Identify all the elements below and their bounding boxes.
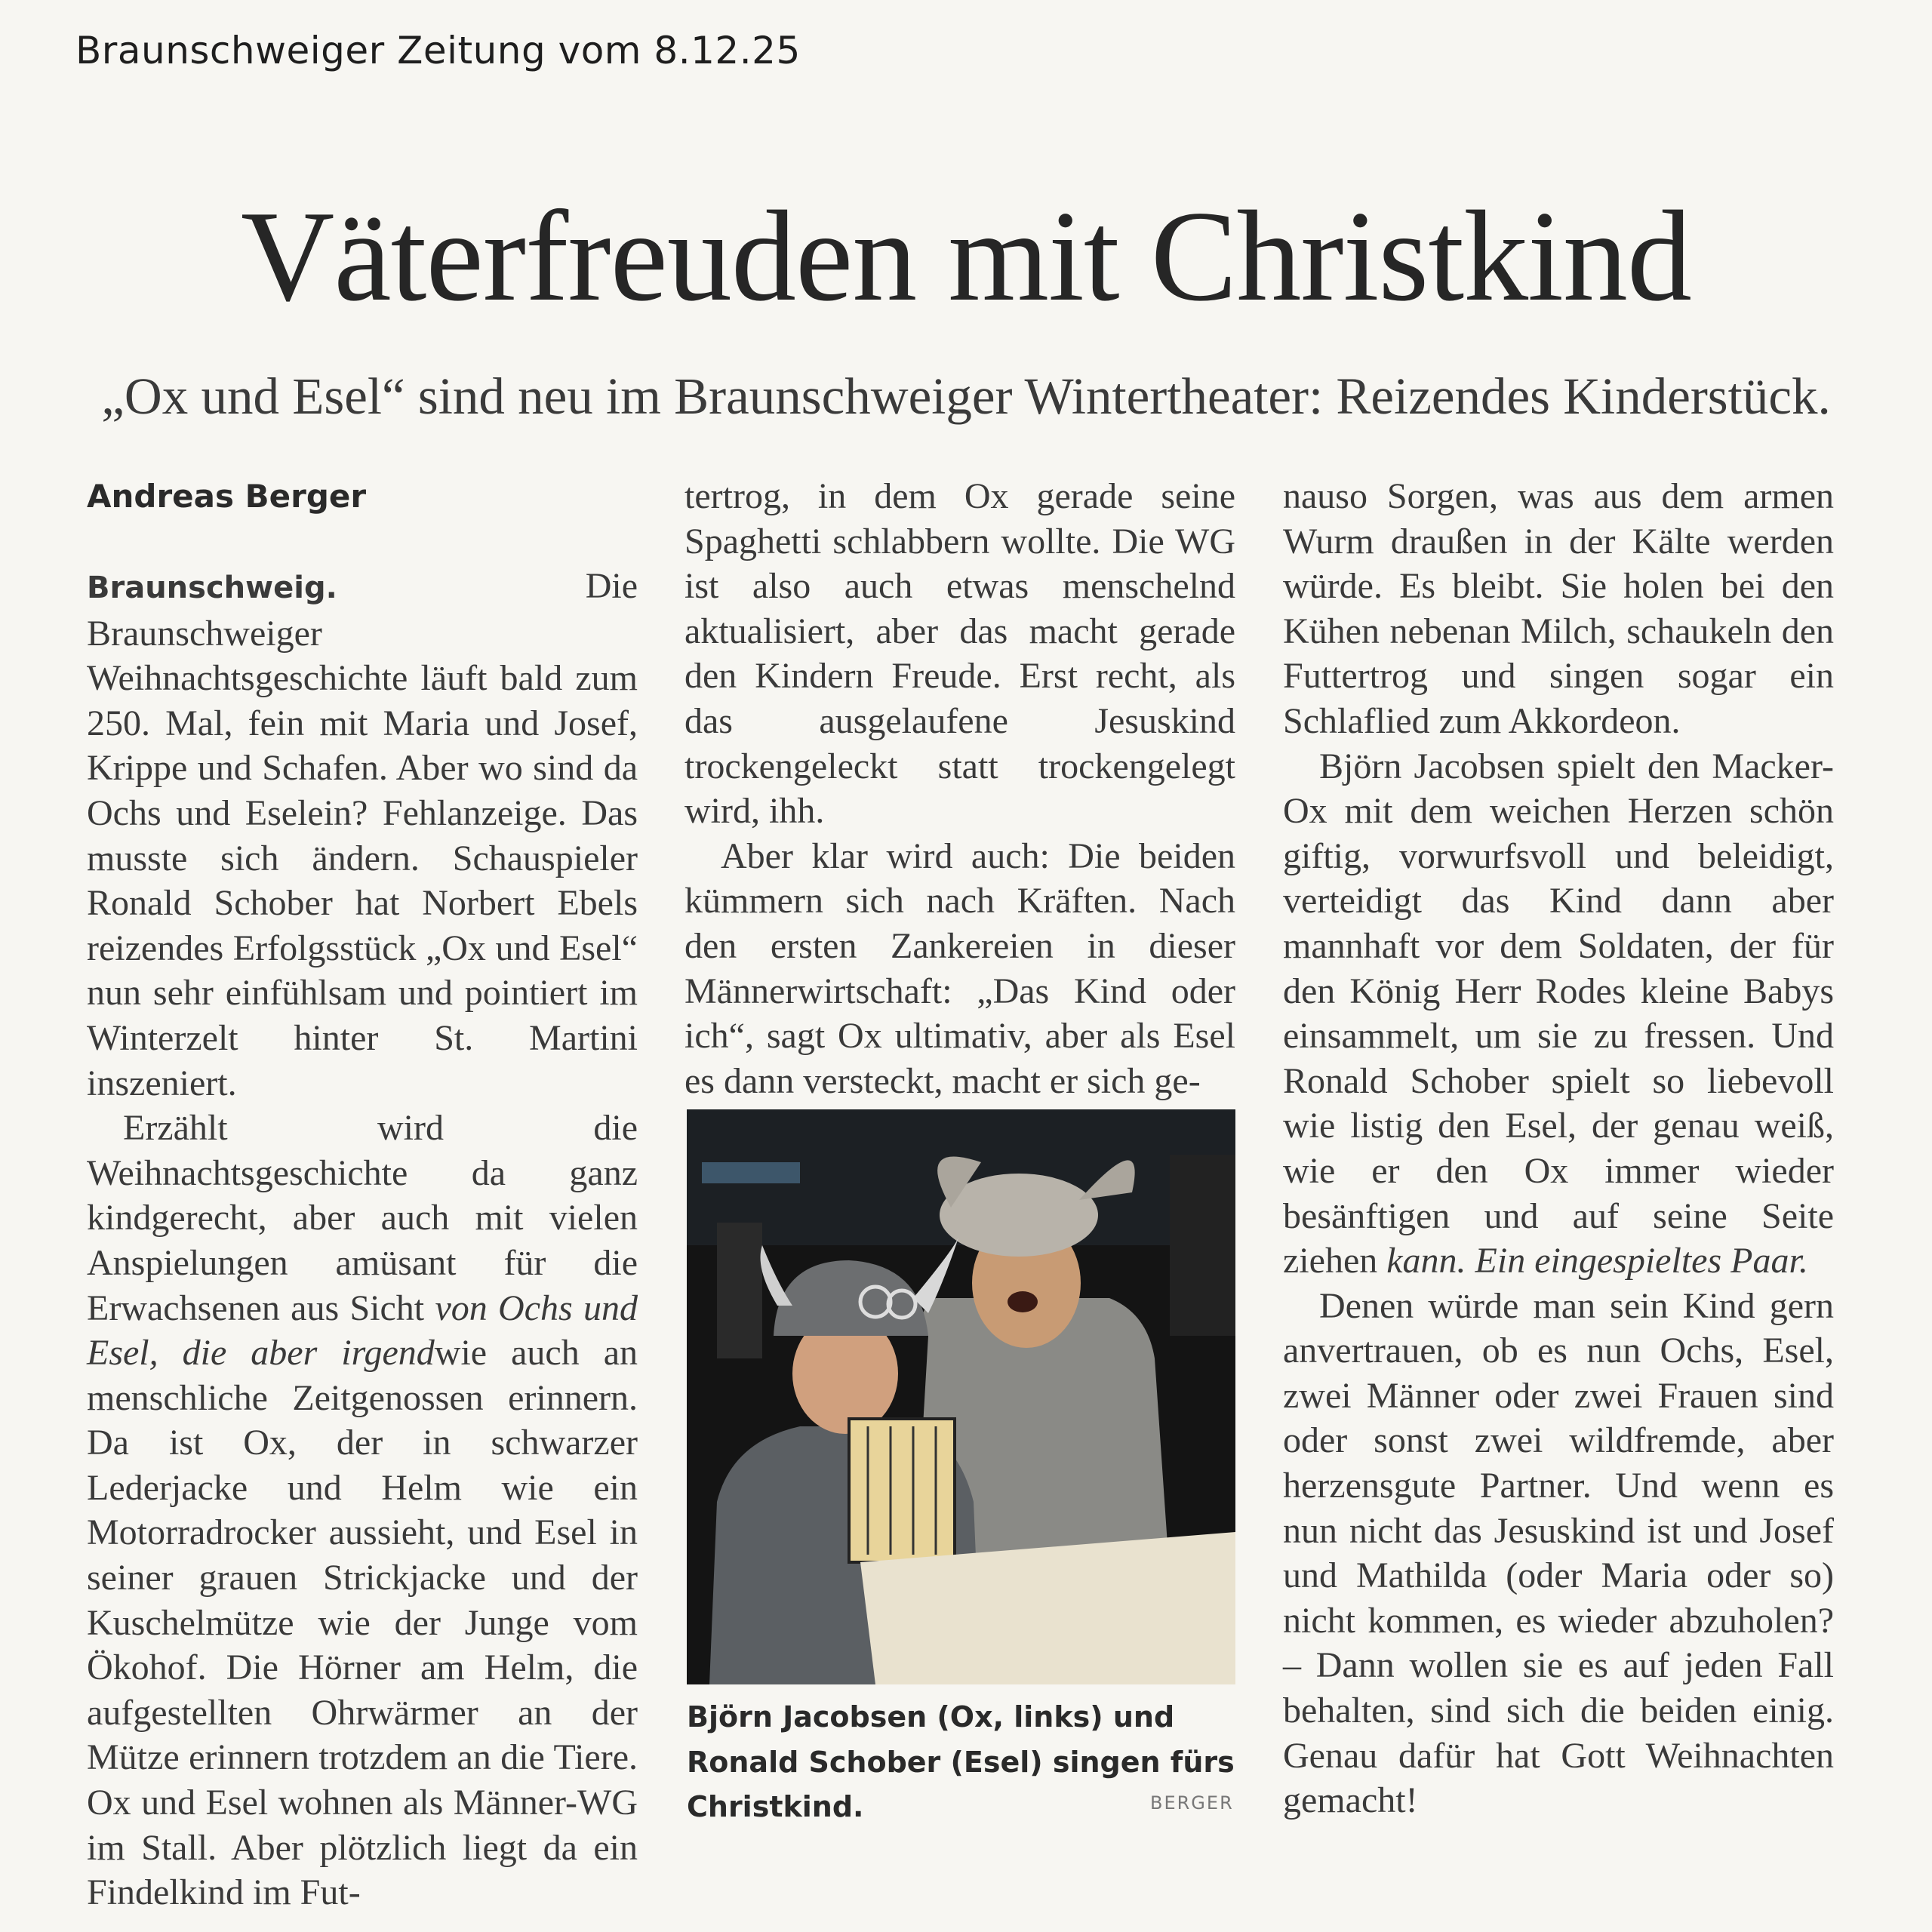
paragraph: Denen würde man sein Kind gern anvertrauen, ob es nun Ochs, Esel, zwei Männer oder zwei Frauen sind oder sonst zwei wildfremde, aber herzensgute Partner. Und wenn es nun nicht das Jesuskind ist und Josef und Mathilda (oder Maria oder so) nicht kommen, es wieder abzuholen? – Dann wollen sie es auf jeden Fall behalten, sind sich die beiden einig. Genau dafür hat Gott Weihnachten gemacht!	[1283, 1285, 1834, 1821]
paragraph-text: wie auch an menschliche Zeitgenossen erinnern. Da ist Ox, der in schwarzer Lederjacke und Helm wie ein Motorradrocker aussieht, und Esel in seiner grauen Strickjacke und der Kuschelmütze wie der Junge vom Ökohof. Die Hörner am Helm, die aufgestellten Ohrwärmer an der Mütze erinnern trotzdem an die Tiere. Ox und Esel wohnen als Männer-WG im Stall. Aber plötzlich liegt da ein Findelkind im Fut-	[87, 1333, 638, 1913]
paragraph: Aber klar wird auch: Die beiden kümmern sich nach Kräften. Nach den ersten Zankereien in dieser Männerwirtschaft: „Das Kind oder ich“, sagt Ox ultimativ, aber als Esel es dann versteckt, macht er sich ge-	[685, 835, 1235, 1101]
paragraph-text: Björn Jacobsen spielt den Macker-Ox mit dem weichen Herzen schön giftig, vorwurfsvoll und beleidigt, verteidigt das Kind dann aber mannhaft vor dem Soldaten, der für den König Herr Rodes kleine Babys einsammelt, um sie zu fressen. Und Ronald Schober spielt so liebevoll wie listig den Esel, der genau weiß, wie er den Ox immer wieder besänftigen und auf seine Seite ziehen	[1283, 746, 1834, 1281]
article-column-1	[87, 474, 638, 1915]
dateline: Braunschweig.	[87, 571, 337, 605]
subheadline: „Ox und Esel“ sind neu im Braunschweiger Wintertheater: Reizendes Kinderstück.	[101, 368, 1831, 425]
paragraph-italic-text: von Ochs und Esel, die aber irgend	[87, 1287, 638, 1374]
author-byline: Andreas Berger	[87, 478, 367, 515]
paragraph-text: Erzählt wird die Weihnachtsgeschichte da ganz kindgerecht, aber auch mit vielen Anspielungen amüsant für die Erwachsenen aus Sicht	[87, 1108, 638, 1328]
headline: Väterfreuden mit Christkind	[241, 185, 1691, 328]
article-column-3	[1283, 474, 1834, 1823]
article-column-2	[685, 474, 1235, 1103]
paragraph	[87, 564, 638, 1106]
photo-illustration	[687, 1109, 1235, 1684]
paragraph	[87, 1106, 638, 1915]
paragraph-italic-text: kann. Ein eingespieltes Paar.	[1386, 1241, 1808, 1281]
photo-caption: Björn Jacobsen (Ox, links) und Ronald Schober (Esel) singen fürs Christkind.	[687, 1700, 1235, 1824]
paragraph-text: Die Braunschweiger Weihnachtsgeschichte läuft bald zum 250. Mal, fein mit Maria und Josef, Krippe und Schafen. Aber wo sind da Ochs und Eselein? Fehlanzeige. Das musste sich ändern. Schauspieler Ronald Schober hat Norbert Ebels reizendes Erfolgsstück „Ox und Esel“ nun sehr einfühlsam und pointiert im Winterzelt hinter St. Martini inszeniert.	[87, 566, 638, 1103]
source-line: Braunschweiger Zeitung vom 8.12.25	[75, 29, 801, 72]
paragraph	[1283, 744, 1834, 1284]
article-photo	[687, 1109, 1235, 1684]
paragraph: tertrog, in dem Ox gerade seine Spaghetti schlabbern wollte. Die WG ist also auch etwas menschelnd aktualisiert, aber das macht gerade den Kindern Freude. Erst recht, als das ausgelaufene Jesuskind trockengeleckt statt trockengelegt wird, ihh.	[685, 476, 1235, 832]
photo-credit: BERGER	[1150, 1792, 1234, 1814]
paragraph: nauso Sorgen, was aus dem armen Wurm draußen in der Kälte werden würde. Es bleibt. Sie holen bei den Kühen nebenan Milch, schaukeln den Futtertrog und singen sogar ein Schlaflied zum Akkordeon.	[1283, 476, 1834, 741]
